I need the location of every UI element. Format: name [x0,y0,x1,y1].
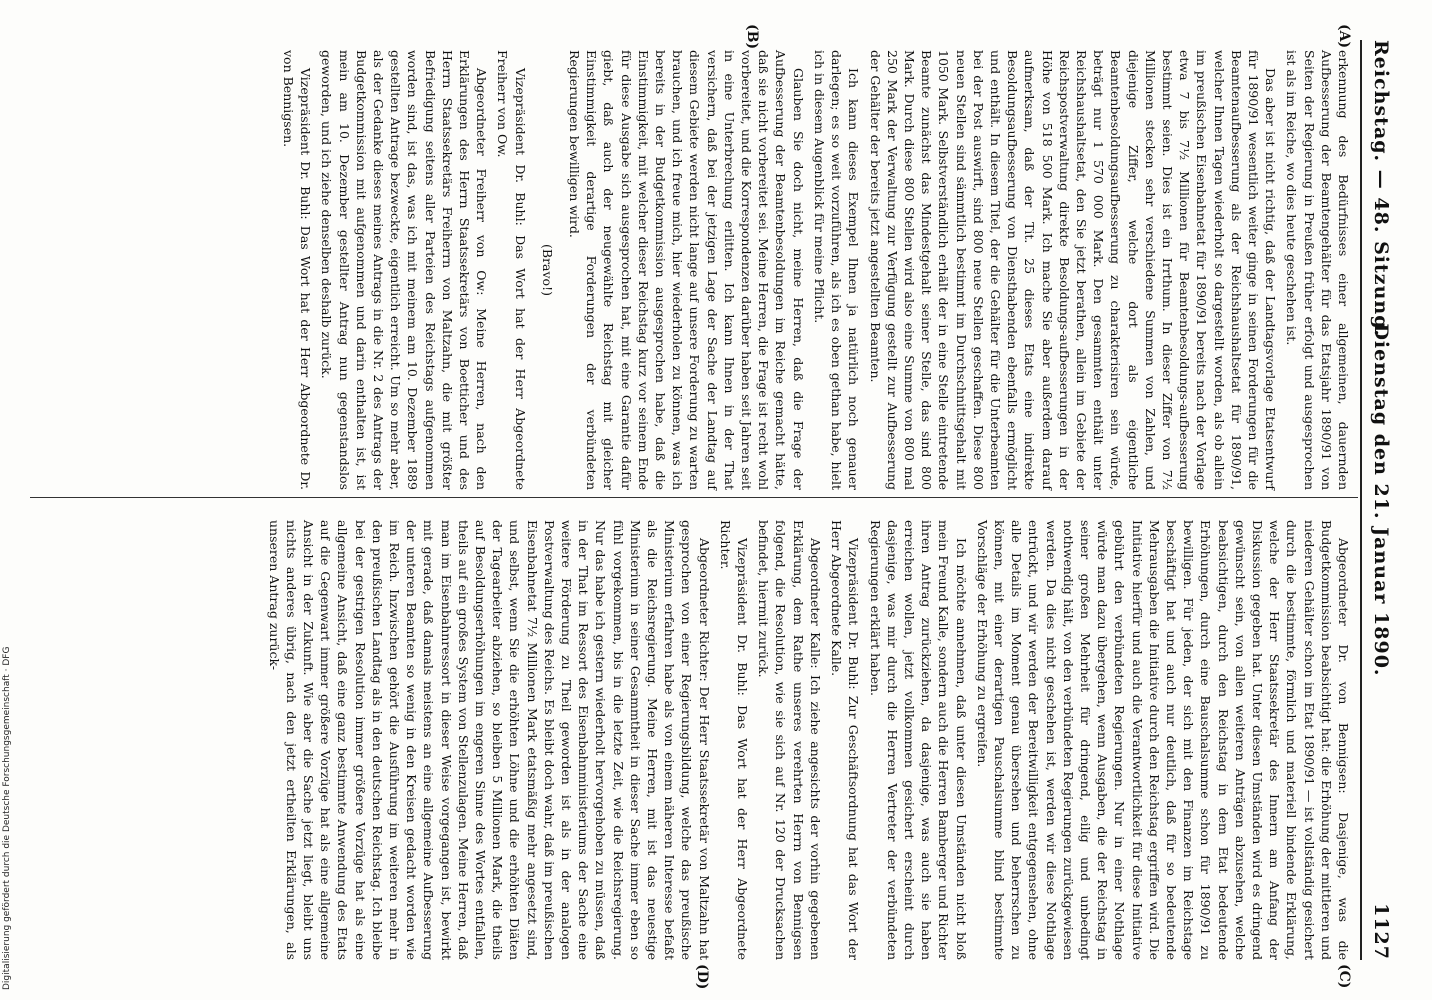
left-column [276,50,1352,490]
paragraph: Glauben Sie doch nicht, meine Herren, daß die Frage der Aufbesserung der Beamtenbesoldungen im Reiche gemacht hätte, daß sie nicht vorbereitet sei. Meine Herren, die Frage ist recht wohl vorbereitet, und die Korrespondenzen darüber haben seit Jahren seit in eine Unterbrechung erlitten. Ich kann Ihnen in der That versichern, daß bei der jetzigen Lage der Sache der Landtag auf diesem Gebiete werden nicht lange auf unsere Forderung zu warten brauchen, und ich freue mich, hier wiederholen zu können, was ich bereits in der Budgetkommission ausgesprochen habe, daß die Einstimmigkeit, mit welcher dieser Reichstag kurz vor seinem Ende für diese Ausgabe sich ausgesprochen hat, mit eine Garantie dafür giebt, daß auch der neugewählte Reichstag mit gleicher Einstimmigkeit derartige Forderungen der verbündeten Regierungen bewilligen wird. [567,50,806,490]
paragraph: Vizepräsident Dr. Buhl: Das Wort hat der Herr Abgeordnete Freiherr von Ow. [495,50,528,490]
margin-mark-b: (B) [744,24,760,50]
paragraph: Abgeordneter Dr. von Bennigsen: Dasjenige, was die Budgetkommission beabsichtigt hat: die Erhöhung der mittleren und niederen Gehälter schon im Etat 1890/91 — ist vollständig gesichert durch die bestimmte, förmlich und materiell bindende Erklärung, welche der Herr Staatssekretär des Innern am Anfang der Diskussion gegeben hat. Unter diesen Umständen wird es dringend gewünscht sein, von allen weiteren Anträgen abzusehen, welche beabsichtigen, durch den Reichstag in dem Etat bedeutende Erhöhungen, durch eine Bauschalsumme schon für 1890/91 zu bewilligen. Für jeden, der sich mit den Finanzen im Reichstage beschäftigt hat und auch nur deutlich, daß für so bedeutende Mehrausgaben die Initiative durch den Reichstag ergriffen wird. Die Initiative hierfür und auch die Verantwortlichkeit für diese Initiative gebührt den verbündeten Regierungen. Nur in einer Nothlage würde man dazu übergehen, wenn Ausgaben, die der Reichstag in seiner großen Mehrheit für dringend, eilig und unbedingt nothwendig hält, von den verbündeten Regierungen zurückgewiesen werden. Da dies nicht geschehen ist, werden wir diese Nothlage entrückt, und wir werden der Bereitwilligkeit entgegensehen, ohne alle Details im Moment genau übersehen und beherrschen zu können, mit einer derartigen Pauschalsumme blind bestimmte Vorschläge der Erhöhung zu ergreifen. [974,520,1351,960]
paragraph: Abgeordneter Richter: Der Herr Staatssekretär von Maltzahn hat gesprochen von einer Regierungsbildung, welche das preußische Ministerium erfahren habe als von einem näheren Interesse befaßt als die Reichsregierung. Meine Herren, mit ist das neuestige Ministerium in seiner Gesammtheit in dieser Sache immer eben so fühl vorgekommen, bis in die letzte Zeit, wie die Reichsregierung. Nur das habe ich gestern wiederholt hervorgehoben zu müssen, daß in der That im Ressort des Eisenbahnministeriums der Sache eine weitere Förderung zu Theil geworden ist als in der analogen Postverwaltung des Reichs. Es bleibt doch wahr, daß im preußischen Eisenbahnetat 7½ Millionen Mark etatsmäßig mehr angesetzt sind, und selbst, wenn Sie die erhöhten Löhne und die erhöhten Diäten der Tagearbeiter abziehen, so bleiben 5 Millionen Mark, die theils auf Besoldungserhöhungen im engeren Sinne des Wortes entfallen, theils auf ein großes System von Stellenzulagen. Meine Herren, daß man im Eisenbahnressort in dieser Weise vorgegangen ist, bewirkt mit gerade, daß damals meistens an eine allgemeine Aufbesserung der unteren Beamten so wenig in den Kreisen gedacht worden wie im Reich. Inzwischen gehört die Ausführung im weiteren mehr in den preußischen Landtag als in den deutschen Reichstag. Ich bleibe bei der gestrigen Resolution immer größere Vorzüge hat als eine allgemeine Ansicht, daß eine ganz bestimmte Anwendung des Etats auf die Gegenwart immer größere Vorzüge hat als eine allgemeine Ansicht in der Zukunft. Wie aber die Sache jetzt liegt, bleibt uns nichts anderes übrig, nach den jetzt ertheilten Erklärungen, als unseren Antrag zurück- [266,520,712,960]
paragraph: Ich möchte annehmen, daß unter diesen Umständen nicht bloß mein Freund Kalle, sondern auch die Herren Bamberger und Richter ihren Antrag zurückziehen, da dasjenige, was auch sie haben erreichen wollen, jetzt vollkommen gesichert erscheint durch dasjenige, was mir durch die Herren Vertreter der verbündeten Regierungen erklärt haben. [867,520,969,960]
paragraph: Vizepräsident Dr. Buhl: Das Wort hat der Herr Abgeordnete Dr. von Bennigsen. [281,50,314,490]
header-left: Reichstag. — 48. Sitzung. [1370,40,1392,338]
header-rule [1360,40,1362,960]
digitization-footer [0,0,16,1000]
paragraph: Ich kann dieses Exempel Ihnen ja natürlich noch genauer darlegen; es so weit vorzuführen, als ich es oben gethan habe, hielt ich in diesem Augenblick für meine Pflicht. [811,50,862,490]
paragraph: Abgeordneter Kalle: Ich ziehe angesichts der vorhin gegebenen Erklärung, dem Rathe unseres verehrten Herrn von Bennigsen folgend, die Resolution, wie sie sich auf Nr. 120 der Drucksachen befindet, hiermit zurück. [756,520,823,960]
paragraph: Vizepräsident Dr. Buhl: Das Wort hat der Herr Abgeordnete Richter. [717,520,751,960]
header-center: Dienstag den 21. Januar 1890. [1370,323,1392,677]
page-number: 1127 [1370,903,1392,960]
paragraph: Vizepräsident Dr. Buhl: Zur Geschäftsordnung hat das Wort der Herr Abgeordnete Kalle. [829,520,862,960]
margin-mark-c: (C) [1336,964,1352,989]
right-column [261,520,1352,960]
margin-mark-a: (A) [1336,24,1352,49]
paragraph: Abgeordneter Freiherr von Ow: Meine Herren, nach den Erklärungen des Herrn Staatssekretärs von Boetticher und des Herrn Staatssekretärs Freiherrn von Maltzahn, die mit größter Befriedigung seitens aller Parteien des Reichstags aufgenommen worden sind, ist das, was ich mit meinem am 10. Dezember 1889 gestellten Antrage bezweckte, eigentlich erreicht. Um so mehr aber, als der Gedanke dieses meines Antrags in die Nr. 2 des Antrags der Budgetkommission mit aufgenommen und darin enthalten ist, ist mein am 10. Dezember gestellter Antrag nun gegenstandslos geworden, und ich ziehe denselben deshalb zurück. [319,50,490,490]
column-divider [30,497,1358,498]
margin-mark-d: (D) [694,964,710,990]
running-header [1362,40,1392,960]
applause-note: (Bravo!) [539,244,555,296]
footer-text: Digitalisierung gefördert durch die Deutsche Forschungsgemeinschaft · DFG [2,646,12,990]
paragraph: Das aber ist nicht richtig, daß der Landtagsvorlage Etatsentwurf für 1890/91 wesentlich weiter ginge in seinen Forderungen für die Beamtenaufbesserung als der Reichshaushaltsetat für 1890/91, welcher Ihnen Tagen wiederholt so dargestellt worden, als ob allein im preußischen Eisenbahnetat für 1890/91 bereits nach der Vorlage etwa 7 bis 7½ Millionen für Beamtenbesoldungs-aufbesserung bestimmt seien. Dies ist ein Irrthum. In dieser Ziffer von 7½ Millionen stecken sehr verschiedene Summen von Zahlen, und diejenige Ziffer, welche dort als eigentliche Beamtenbesoldungsaufbesserung zu charakterisiren sein würde, beträgt nur 1 570 000 Mark. Den gesammten enthält unter Reichshaushaltsetat, den Sie jetzt berathen, allein im Gebiete der Reichspostverwaltung direkte Besoldungs-aufbesserungen in der Höhe von 518 500 Mark. Ich mache Sie aber außerdem darauf aufmerksam, daß der Tit. 25 dieses Etats eine indirekte Besoldungsaufbesserung von Diensthabenden ebenfalls ermöglicht und enthält. In diesem Titel, der die Gehälter für die Unterbeamten bei der Post auswirft, sind 800 neue Stellen geschaffen. Diese 800 neuen Stellen sind sämmtlich bestimmt im Durchschnittsgehalt mit 1050 Mark. Selbstverständlich erhält der in eine Stelle eintretende Beamte zunächst das Mindestgehalt seiner Stelle, das sind 800 Mark. Durch diese 800 Stellen wird also eine Summe von 800 mal 250 Mark der Verwaltung zur Verfügung gestellt zur Aufbesserung der Gehälter der bereits jetzt angestellten Beamten. [867,50,1279,490]
paragraph: erkennung des Bedürfnisses einer allgemeinen, dauernden Aufbesserung der Beamtengehälter für das Etatsjahr 1890/91 von Seiten der Regierung in Preußen früher erfolgt und ausgesprochen ist als im Reiche, wo dies heute geschehen ist. [1284,50,1351,490]
